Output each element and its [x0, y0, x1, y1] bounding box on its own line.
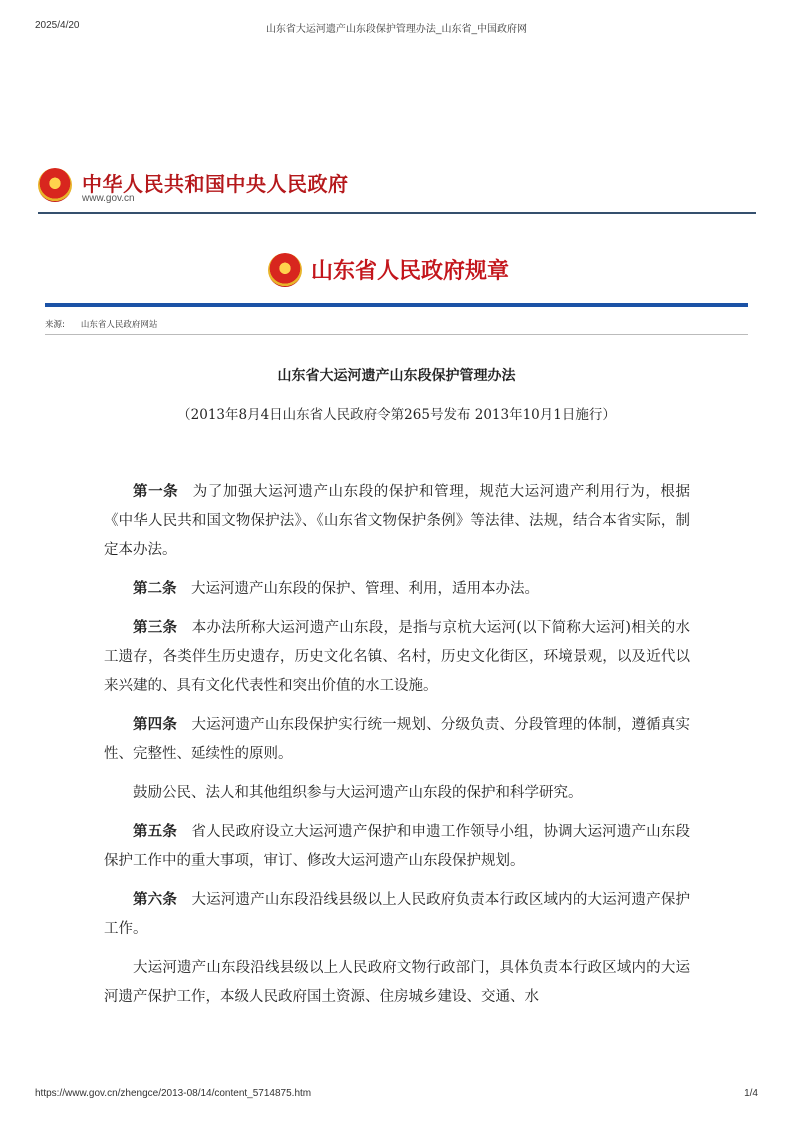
article-paragraph [104, 954, 690, 1012]
document-title: 山东省大运河遗产山东段保护管理办法 [277, 368, 516, 384]
article-paragraph [104, 478, 690, 565]
article-text: 省人民政府设立大运河遗产保护和申遗工作领导小组，协调大运河遗产山东段保护工作中的重大事项，审订、修改大运河遗产山东段保护规划。 [104, 824, 690, 869]
article-number: 第五条 [133, 824, 177, 840]
gov-site-link[interactable]: www.gov.cn [82, 193, 135, 204]
source-line [45, 318, 157, 332]
article-paragraph [104, 575, 690, 604]
article-text: 为了加强大运河遗产山东段的保护和管理，规范大运河遗产利用行为，根据《中华人民共和国文物保护法》、《山东省文物保护条例》等法律、法规，结合本省实际，制定本办法。 [104, 484, 691, 558]
article-number: 第三条 [133, 620, 178, 636]
article-body [104, 478, 690, 1022]
print-page-number: 1/4 [744, 1088, 758, 1099]
article-text: 大运河遗产山东段沿线县级以上人民政府文物行政部门，具体负责本行政区域内的大运河遗产保护工作，本级人民政府国土资源、住房城乡建设、交通、水 [104, 960, 690, 1005]
article-paragraph [104, 886, 690, 944]
document-subtitle: （2013年8月4日山东省人民政府令第265号发布 2013年10月1日施行） [177, 407, 616, 423]
print-header [0, 16, 793, 36]
gov-name[interactable]: 中华人民共和国中央人民政府 [82, 172, 349, 196]
banner-emblem-icon: ★ [268, 253, 302, 287]
banner-title: 山东省人民政府规章 [311, 258, 510, 284]
article-paragraph [104, 614, 690, 701]
article-number: 第四条 [133, 717, 177, 733]
article-text: 大运河遗产山东段的保护、管理、利用，适用本办法。 [191, 581, 539, 597]
source-value: 山东省人民政府网站 [80, 320, 158, 330]
article-text: 本办法所称大运河遗产山东段，是指与京杭大运河(以下简称大运河)相关的水工遗存，各类伴生历史遗存，历史文化名镇、名村，历史文化街区，环境景观，以及近代以来兴建的、具有文化代表性和突出价值的水工设施。 [104, 620, 691, 694]
title-banner [0, 250, 793, 290]
source-label: 来源: [45, 320, 65, 330]
article-paragraph [104, 818, 690, 876]
article-text: 大运河遗产山东段保护实行统一规划、分级负责、分段管理的体制，遵循真实性、完整性、延续性的原则。 [104, 717, 690, 762]
print-title: 山东省大运河遗产山东段保护管理办法_山东省_中国政府网 [265, 24, 528, 35]
source-divider [45, 334, 748, 335]
article-text: 大运河遗产山东段沿线县级以上人民政府负责本行政区域内的大运河遗产保护工作。 [104, 892, 690, 937]
national-emblem-icon: ★ [38, 168, 72, 202]
banner-divider [45, 303, 748, 307]
article-text: 鼓励公民、法人和其他组织参与大运河遗产山东段的保护和科学研究。 [133, 785, 583, 801]
header-divider [38, 212, 756, 214]
article-number: 第六条 [133, 892, 177, 908]
gov-header [38, 166, 756, 214]
article-number: 第二条 [133, 581, 177, 597]
article-paragraph [104, 779, 690, 808]
print-footer [0, 1084, 793, 1104]
article-number: 第一条 [133, 484, 179, 500]
print-url: https://www.gov.cn/zhengce/2013-08/14/content_5714875.htm [35, 1088, 312, 1099]
print-date: 2025/4/20 [35, 20, 80, 31]
article-paragraph [104, 711, 690, 769]
